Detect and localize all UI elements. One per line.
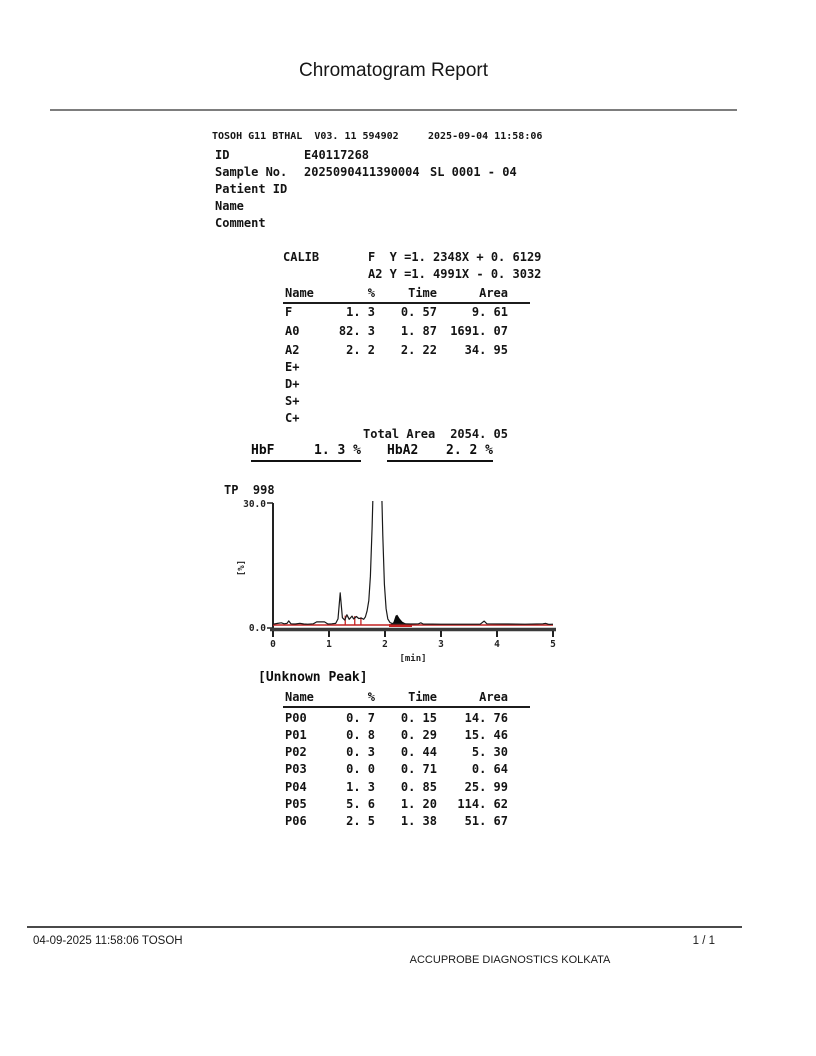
fraction-table-rule bbox=[283, 302, 530, 304]
table-row bbox=[0, 711, 816, 728]
cell-time: 0. 15 bbox=[400, 711, 437, 725]
cell-pct: 2. 2 bbox=[346, 343, 375, 357]
cell-time: 0. 85 bbox=[400, 780, 437, 794]
hba2-value: 2. 2 % bbox=[446, 443, 493, 458]
x-ticks bbox=[273, 631, 553, 637]
hbf-result bbox=[251, 443, 361, 462]
col-header-area: Area bbox=[479, 690, 508, 704]
table-row bbox=[0, 762, 816, 779]
table-row bbox=[0, 797, 816, 814]
col-header-time: Time bbox=[408, 286, 437, 300]
cell-area: 1691. 07 bbox=[450, 324, 508, 338]
footer-lab-name: ACCUPROBE DIAGNOSTICS KOLKATA bbox=[409, 954, 611, 966]
chromatogram-trace bbox=[273, 487, 553, 625]
unknown-peak-title: [Unknown Peak] bbox=[258, 670, 368, 685]
cell-area: 14. 76 bbox=[464, 711, 508, 725]
table-row bbox=[0, 814, 816, 831]
table-row bbox=[0, 728, 816, 745]
table-row bbox=[0, 305, 816, 322]
cell-name: P05 bbox=[285, 797, 307, 811]
svg-text:1: 1 bbox=[326, 639, 332, 650]
cell-time: 0. 44 bbox=[400, 745, 437, 759]
hba2-label: HbA2 bbox=[387, 443, 419, 458]
cell-name: P03 bbox=[285, 762, 307, 776]
svg-text:5: 5 bbox=[550, 639, 556, 650]
cell-pct: 0. 3 bbox=[346, 745, 375, 759]
svg-text:3: 3 bbox=[438, 639, 444, 650]
y-tick-label-min: 0.0 bbox=[248, 623, 266, 634]
svg-text:0: 0 bbox=[270, 639, 276, 650]
id-value: E40117268 bbox=[304, 148, 370, 162]
svg-text:4: 4 bbox=[494, 639, 500, 650]
cell-name: P01 bbox=[285, 728, 307, 742]
cell-name: P04 bbox=[285, 780, 307, 794]
cell-pct: 1. 3 bbox=[346, 305, 375, 319]
calib-line-a2: A2 Y =1. 4991X - 0. 3032 bbox=[368, 267, 542, 281]
table-row bbox=[0, 780, 816, 797]
y-axis-label: [%] bbox=[237, 559, 247, 577]
cell-name: F bbox=[285, 305, 293, 319]
cell-pct: 0. 0 bbox=[346, 762, 375, 776]
name-label: Name bbox=[215, 199, 244, 213]
device-datetime: 2025-09-04 11:58:06 bbox=[428, 131, 543, 142]
cell-name: P02 bbox=[285, 745, 307, 759]
col-header-time: Time bbox=[408, 690, 437, 704]
col-header-name: Name bbox=[285, 286, 314, 300]
cell-time: 0. 29 bbox=[400, 728, 437, 742]
cell-name: D+ bbox=[285, 377, 300, 391]
cell-name: P00 bbox=[285, 711, 307, 725]
sample-value: 2025090411390004 bbox=[304, 165, 420, 179]
table-row bbox=[0, 343, 816, 360]
footer-divider bbox=[27, 926, 742, 928]
cell-area: 9. 61 bbox=[471, 305, 508, 319]
cell-name: E+ bbox=[285, 360, 300, 374]
hbf-value: 1. 3 % bbox=[314, 443, 361, 458]
unknown-table-header bbox=[0, 690, 816, 707]
title-divider bbox=[50, 109, 737, 111]
cell-pct: 82. 3 bbox=[338, 324, 375, 338]
cell-pct: 5. 6 bbox=[346, 797, 375, 811]
hba2-result bbox=[387, 443, 493, 462]
cell-time: 1. 87 bbox=[400, 324, 437, 338]
x-axis-label: [min] bbox=[399, 654, 427, 664]
cell-name: P06 bbox=[285, 814, 307, 828]
a2-filled-peak bbox=[391, 615, 410, 625]
table-row bbox=[0, 377, 816, 394]
cell-name: A0 bbox=[285, 324, 300, 338]
cell-area: 0. 64 bbox=[471, 762, 508, 776]
cell-name: C+ bbox=[285, 411, 300, 425]
col-header-name: Name bbox=[285, 690, 314, 704]
comment-label: Comment bbox=[215, 216, 266, 230]
sample-label: Sample No. bbox=[215, 165, 288, 179]
fraction-table-header bbox=[0, 286, 816, 303]
total-area-value: 2054. 05 bbox=[450, 427, 508, 441]
cell-name: S+ bbox=[285, 394, 300, 408]
cell-area: 51. 67 bbox=[464, 814, 508, 828]
tp-label: TP 998 bbox=[224, 483, 275, 497]
calib-line-f: F Y =1. 2348X + 0. 6129 bbox=[368, 250, 542, 264]
cell-area: 34. 95 bbox=[464, 343, 508, 357]
cell-area: 5. 30 bbox=[471, 745, 508, 759]
footer-datetime: 04-09-2025 11:58:06 TOSOH bbox=[33, 935, 183, 947]
cell-area: 25. 99 bbox=[464, 780, 508, 794]
table-row bbox=[0, 394, 816, 411]
footer-page-number: 1 / 1 bbox=[692, 935, 715, 947]
cell-time: 2. 22 bbox=[400, 343, 437, 357]
table-row bbox=[0, 324, 816, 341]
unknown-table-rule bbox=[283, 706, 530, 708]
cell-time: 0. 71 bbox=[400, 762, 437, 776]
table-row bbox=[0, 360, 816, 377]
hbf-label: HbF bbox=[251, 443, 275, 458]
table-row bbox=[0, 411, 816, 428]
sample-extra: SL 0001 - 04 bbox=[430, 165, 517, 179]
cell-pct: 2. 5 bbox=[346, 814, 375, 828]
col-header-pct: % bbox=[367, 690, 375, 704]
cell-pct: 0. 8 bbox=[346, 728, 375, 742]
id-label: ID bbox=[215, 148, 230, 162]
cell-area: 15. 46 bbox=[464, 728, 508, 742]
total-area-label: Total Area bbox=[363, 427, 436, 441]
col-header-area: Area bbox=[479, 286, 508, 300]
y-tick-label-max: 30.0 bbox=[243, 499, 266, 510]
calib-label: CALIB bbox=[283, 250, 320, 264]
col-header-pct: % bbox=[367, 286, 375, 300]
cell-time: 1. 38 bbox=[400, 814, 437, 828]
device-info: TOSOH G11 BTHAL V03. 11 594902 bbox=[212, 131, 399, 142]
x-tick-labels bbox=[270, 639, 556, 650]
total-area-row bbox=[0, 427, 816, 444]
chromatogram-chart bbox=[230, 480, 570, 665]
table-row bbox=[0, 745, 816, 762]
cell-time: 0. 57 bbox=[400, 305, 437, 319]
cell-pct: 0. 7 bbox=[346, 711, 375, 725]
cell-name: A2 bbox=[285, 343, 300, 357]
patient-id-label: Patient ID bbox=[215, 182, 288, 196]
cell-pct: 1. 3 bbox=[346, 780, 375, 794]
page-title: Chromatogram Report bbox=[298, 60, 489, 81]
svg-text:2: 2 bbox=[382, 639, 388, 650]
cell-time: 1. 20 bbox=[400, 797, 437, 811]
cell-area: 114. 62 bbox=[457, 797, 508, 811]
